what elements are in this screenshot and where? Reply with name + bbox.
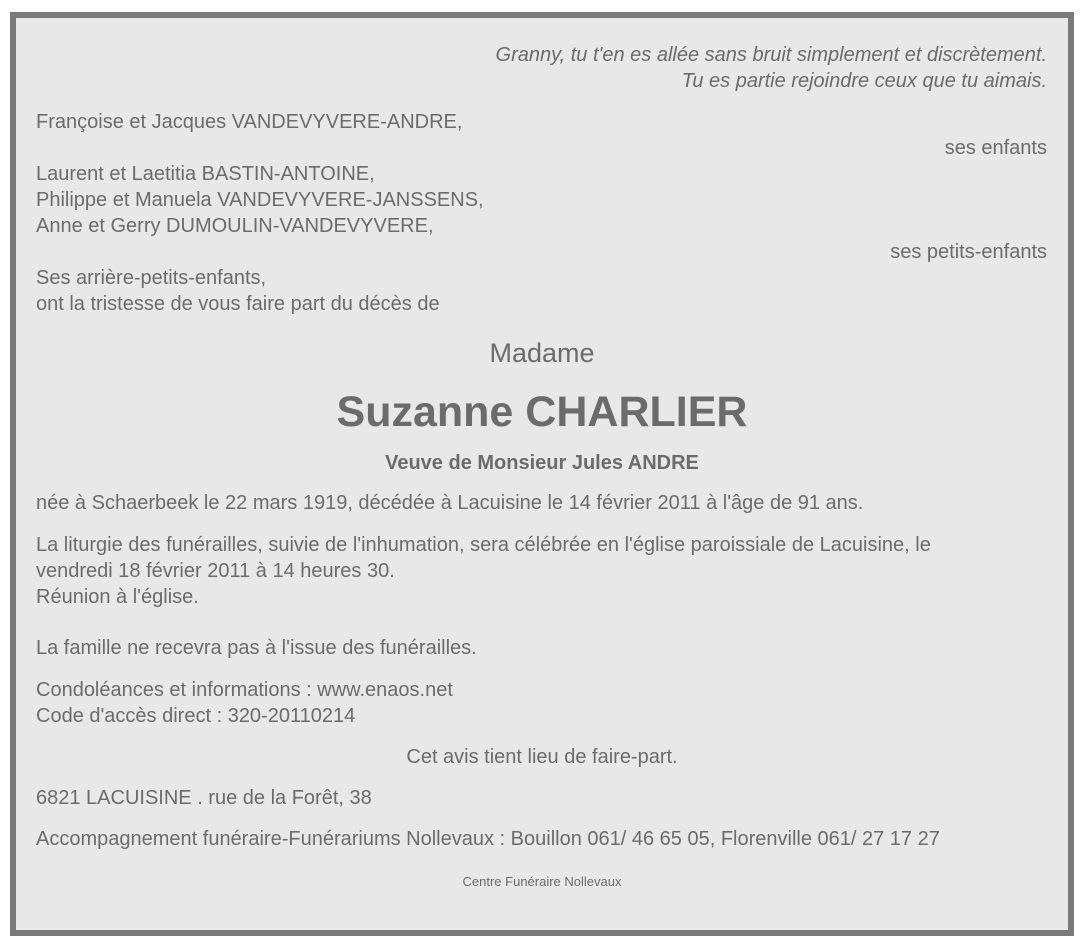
poem-line-2: Tu es partie rejoindre ceux que tu aimais. — [681, 70, 1047, 92]
liturgy-line-3: Réunion à l'église. — [36, 586, 199, 608]
grandchild-line: Anne et Gerry DUMOULIN-VANDEVYVERE, — [36, 215, 434, 237]
announcement: ont la tristesse de vous faire part du décès de — [36, 293, 440, 315]
no-reception: La famille ne recevra pas à l'issue des funérailles. — [36, 637, 477, 659]
funeral-home: Accompagnement funéraire-Funérariums Nollevaux : Bouillon 061/ 46 65 05, Florenville 061/ 27 17 27 — [36, 828, 940, 850]
deceased-title: Madame — [489, 338, 595, 368]
address: 6821 LACUISINE . rue de la Forêt, 38 — [36, 787, 372, 809]
grandchild-line: Philippe et Manuela VANDEVYVERE-JANSSENS, — [36, 189, 484, 211]
widow-of: Veuve de Monsieur Jules ANDRE — [385, 452, 699, 474]
great-grandchildren: Ses arrière-petits-enfants, — [36, 267, 267, 289]
deceased-name: Suzanne CHARLIER — [336, 388, 748, 436]
condolences-line-2: Code d'accès direct : 320-20110214 — [36, 705, 356, 727]
obituary-card — [10, 12, 1074, 936]
poem-line-1: Granny, tu t'en es allée sans bruit simplement et discrètement. — [495, 44, 1047, 66]
children-names: Françoise et Jacques VANDEVYVERE-ANDRE, — [36, 111, 463, 133]
grandchildren-label: ses petits-enfants — [890, 241, 1047, 263]
children-label: ses enfants — [944, 137, 1047, 159]
birth-death: née à Schaerbeek le 22 mars 1919, décédée à Lacuisine le 14 février 2011 à l'âge de 91 ans. — [36, 492, 864, 514]
footer-credit: Centre Funéraire Nollevaux — [462, 874, 622, 889]
notice: Cet avis tient lieu de faire-part. — [406, 746, 678, 768]
grandchild-line: Laurent et Laetitia BASTIN-ANTOINE, — [36, 163, 375, 185]
condolences-line-1: Condoléances et informations : www.enaos.net — [36, 679, 453, 701]
liturgy-line-1: La liturgie des funérailles, suivie de l'inhumation, sera célébrée en l'église paroissiale de Lacuisine, le — [36, 534, 931, 556]
liturgy-line-2: vendredi 18 février 2011 à 14 heures 30. — [36, 560, 395, 582]
